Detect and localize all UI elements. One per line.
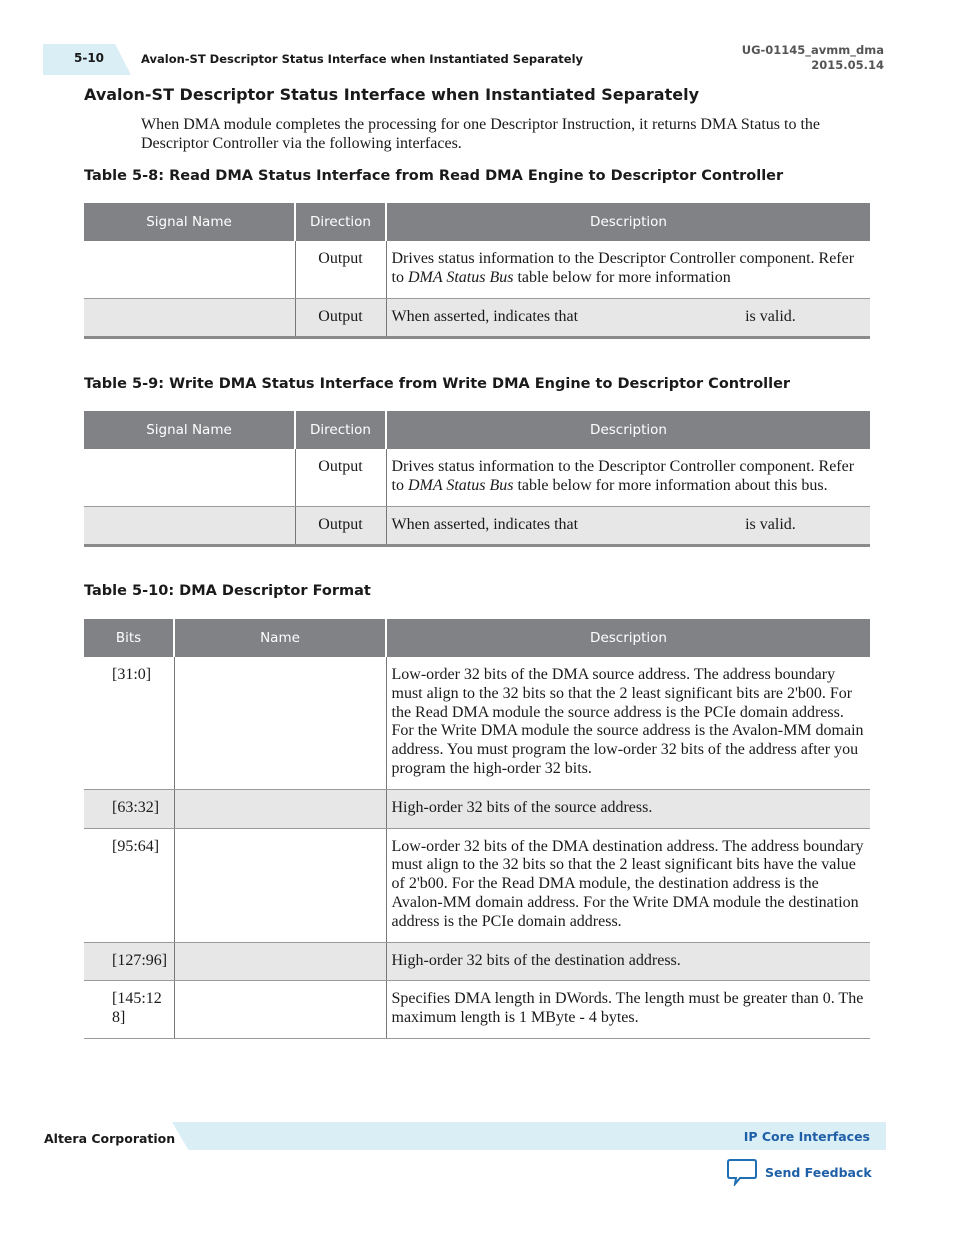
description-cell xyxy=(386,449,870,506)
description-text: is valid. xyxy=(745,515,796,533)
table-reference: DMA Status Bus xyxy=(407,268,514,286)
table-row xyxy=(84,789,870,828)
direction-cell: Output xyxy=(295,449,386,506)
description-cell: Specifies DMA length in DWords. The length must be greater than 0. The maximum length is 1 MByte - 4 bytes. xyxy=(386,981,870,1039)
description-text: Drives status information to the Descriptor Controller component. Refer to xyxy=(391,250,855,286)
table-row xyxy=(84,298,870,338)
footer-company: Altera Corporation xyxy=(44,1131,176,1146)
table-5-9-caption: Table 5-9: Write DMA Status Interface from Write DMA Engine to Descriptor Controller xyxy=(84,376,791,392)
table-5-9 xyxy=(84,411,870,547)
column-header: Description xyxy=(386,411,870,449)
table-row xyxy=(84,981,870,1039)
signal-name-cell xyxy=(84,298,295,338)
footer-section-link[interactable]: IP Core Interfaces xyxy=(743,1129,870,1144)
signal-name-cell xyxy=(84,506,295,546)
bits-cell: [145:128] xyxy=(84,981,174,1039)
column-header: Bits xyxy=(84,619,174,657)
column-header: Signal Name xyxy=(84,411,295,449)
name-cell xyxy=(174,828,386,942)
table-5-8 xyxy=(84,203,870,339)
bits-cell: [31:0] xyxy=(84,657,174,789)
description-cell: Low-order 32 bits of the DMA source address. The address boundary must align to the 32 bits so that the 2 least significant bits are 2'b00. For the Read DMA module the source address is the PCIe domain address. For the Write DMA module the source address is the Avalon-MM domain address. You must program the low-order 32 bits of the address after you program the high-order 32 bits. xyxy=(386,657,870,789)
column-header: Signal Name xyxy=(84,203,295,241)
column-header: Name xyxy=(174,619,386,657)
send-feedback-label[interactable]: Send Feedback xyxy=(765,1164,872,1180)
table-row xyxy=(84,449,870,506)
send-feedback-link[interactable] xyxy=(727,1158,872,1186)
doc-date: 2015.05.14 xyxy=(811,58,884,72)
intro-paragraph: When DMA module completes the processing for one Descriptor Instruction, it returns DMA Status to the Descriptor Controller via the following interfaces. xyxy=(141,116,820,152)
table-row xyxy=(84,241,870,298)
description-cell: High-order 32 bits of the destination address. xyxy=(386,942,870,981)
description-cell: Low-order 32 bits of the DMA destination address. The address boundary must align to the 32 bits so that the 2 least significant bits have the value of 2'b00. For the Read DMA module, the destination address is the Avalon-MM domain address. For the Write DMA module the destination address is the PCIe domain address. xyxy=(386,828,870,942)
bits-cell: [95:64] xyxy=(84,828,174,942)
column-header: Description xyxy=(386,203,870,241)
signal-name-cell xyxy=(84,241,295,298)
table-row xyxy=(84,657,870,789)
name-cell xyxy=(174,942,386,981)
description-text: is valid. xyxy=(745,307,796,325)
table-5-10 xyxy=(84,619,870,1039)
description-text: When asserted, indicates that xyxy=(391,515,579,533)
speech-bubble-icon xyxy=(727,1158,757,1186)
description-cell xyxy=(386,506,870,546)
name-cell xyxy=(174,657,386,789)
column-header: Direction xyxy=(295,411,386,449)
description-text: Drives status information to the Descriptor Controller component. Refer to xyxy=(391,458,855,494)
signal-name-cell xyxy=(84,449,295,506)
description-cell xyxy=(386,298,870,338)
column-header: Description xyxy=(386,619,870,657)
bits-cell: [127:96] xyxy=(84,942,174,981)
document-id xyxy=(742,43,884,73)
table-5-10-caption: Table 5-10: DMA Descriptor Format xyxy=(84,583,371,599)
description-text: table below for more information xyxy=(513,268,731,286)
direction-cell: Output xyxy=(295,298,386,338)
name-cell xyxy=(174,789,386,828)
direction-cell: Output xyxy=(295,241,386,298)
table-row xyxy=(84,942,870,981)
table-row xyxy=(84,506,870,546)
description-text: When asserted, indicates that xyxy=(391,307,579,325)
running-header-title: Avalon-ST Descriptor Status Interface when Instantiated Separately xyxy=(141,52,584,66)
table-reference: DMA Status Bus xyxy=(407,476,514,494)
direction-cell: Output xyxy=(295,506,386,546)
description-cell: High-order 32 bits of the source address. xyxy=(386,789,870,828)
name-cell xyxy=(174,981,386,1039)
bits-cell: [63:32] xyxy=(84,789,174,828)
description-cell xyxy=(386,241,870,298)
page-number: 5-10 xyxy=(74,51,105,65)
description-text: table below for more information about this bus. xyxy=(513,476,828,494)
table-row xyxy=(84,828,870,942)
column-header: Direction xyxy=(295,203,386,241)
doc-id-text: UG-01145_avmm_dma xyxy=(741,43,884,57)
table-5-8-caption: Table 5-8: Read DMA Status Interface from Read DMA Engine to Descriptor Controller xyxy=(84,168,784,184)
section-title: Avalon-ST Descriptor Status Interface when Instantiated Separately xyxy=(84,85,699,104)
